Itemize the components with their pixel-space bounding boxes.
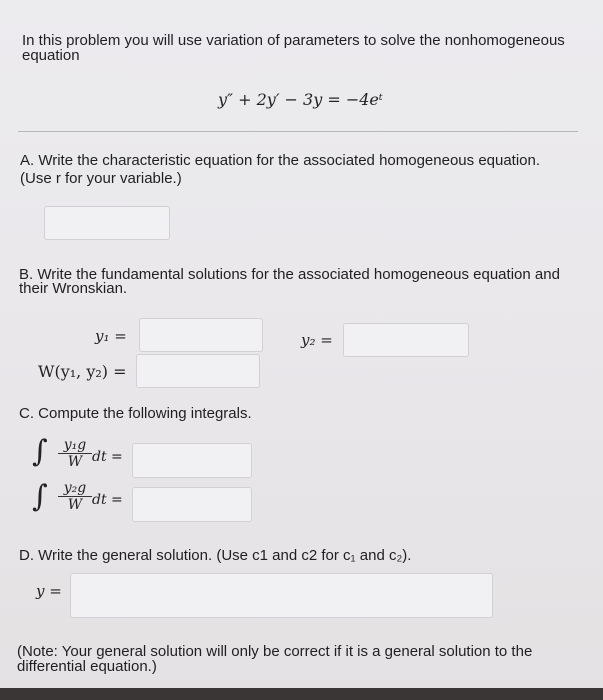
part-b-prompt-cont: their Wronskian. (19, 280, 128, 297)
note-line-2: differential equation.) (17, 658, 157, 675)
integral-2-dt: dt = (92, 492, 123, 508)
y2-input[interactable] (343, 323, 469, 357)
integral-sign-2: ∫ (32, 479, 48, 514)
general-solution-input[interactable] (70, 573, 493, 618)
integrand-1-denominator: W (67, 454, 83, 470)
y1-input[interactable] (139, 318, 263, 352)
intro-line-1: In this problem you will use variation of parameters to solve the nonhomogeneous (22, 32, 565, 49)
integrand-2-denominator: W (67, 497, 83, 513)
part-d-prompt: D. Write the general solution. (Use c1 and c2 for c₁ and c₂). (19, 547, 412, 564)
differential-equation: y″ + 2y′ − 3y = −4eᵗ (218, 90, 383, 109)
integral-sign-1: ∫ (32, 434, 48, 469)
integral-1-dt: dt = (92, 449, 123, 465)
integral-1-input[interactable] (132, 443, 252, 478)
integrand-2-numerator: y₂g (58, 480, 92, 497)
part-a-prompt: A. Write the characteristic equation for the associated homogeneous equation. (20, 152, 541, 169)
integrand-1-numerator: y₁g (58, 437, 92, 454)
y1-label: y₁ = (95, 327, 127, 345)
part-b-prompt: B. Write the fundamental solutions for the associated homogeneous equation and (19, 266, 560, 283)
part-a-hint: (Use r for your variable.) (20, 170, 182, 187)
general-solution-label: y = (36, 582, 62, 600)
note-line-1: (Note: Your general solution will only be correct if it is a general solution to the (17, 643, 533, 660)
characteristic-equation-input[interactable] (44, 206, 170, 240)
part-c-prompt: C. Compute the following integrals. (19, 405, 252, 422)
intro-line-2: equation (22, 47, 80, 64)
y2-label: y₂ = (301, 331, 333, 349)
wronskian-input[interactable] (136, 354, 260, 388)
wronskian-label: W(y₁, y₂) = (38, 362, 127, 381)
section-divider (18, 131, 578, 132)
integral-2-input[interactable] (132, 487, 252, 522)
integrand-fraction-1 (58, 437, 92, 470)
bottom-edge-bar (0, 688, 603, 700)
integrand-fraction-2 (58, 480, 92, 513)
